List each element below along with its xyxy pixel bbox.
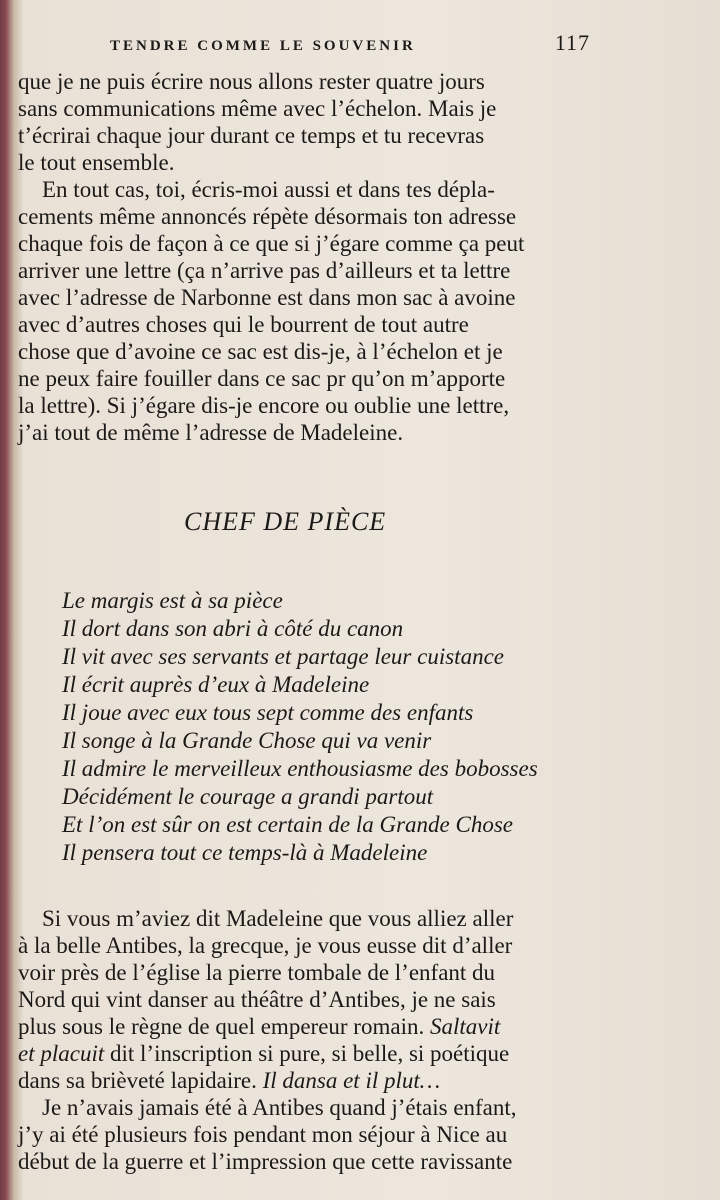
page-header [110,30,590,56]
letter-paragraph-1 [18,68,628,176]
text-line [18,1067,628,1094]
poem-title: CHEF DE PIÈCE [184,507,387,536]
text-run: plus sous le règne de quel empereur romain. [18,1014,425,1039]
text-line: j’ai tout de même l’adresse de Madeleine. [18,420,404,445]
text-line: ne peux faire fouiller dans ce sac pr qu’on m’apporte [18,366,506,391]
poem-line: Le margis est à sa pièce [62,588,283,613]
text-line: avec d’autres choses qui le bourrent de tout autre [18,312,469,337]
letter-paragraph-2 [18,176,628,446]
text-line [18,1040,628,1067]
poem-line: Et l’on est sûr on est certain de la Grande Chose [62,812,514,837]
poem-line: Il songe à la Grande Chose qui va venir [62,728,432,753]
text-line: sans communications même avec l’échelon. Mais je [18,96,497,121]
poem-line: Il joue avec eux tous sept comme des enfants [62,700,474,725]
text-line: voir près de l’église la pierre tombale de l’enfant du [18,960,496,985]
text-line: début de la guerre et l’impression que cette ravissante [18,1149,513,1174]
text-line: que je ne puis écrire nous allons rester quatre jours [18,69,485,94]
text-line: arriver une lettre (ça n’arrive pas d’ailleurs et ta lettre [18,258,511,283]
text-line: avec l’adresse de Narbonne est dans mon sac à avoine [18,285,516,310]
text-line: Je n’avais jamais été à Antibes quand j’étais enfant, [42,1095,517,1120]
prose-paragraph-3 [18,905,628,1094]
poem-line: Il admire le merveilleux enthousiasme des bobosses [62,756,538,781]
text-run: dans sa brièveté lapidaire. [18,1068,257,1093]
poem-line: Il dort dans son abri à côté du canon [62,616,404,641]
poem [62,587,628,867]
italic-latin-text: Saltavit [429,1014,501,1039]
page-text [18,68,628,1175]
text-line: chaque fois de façon à ce que si j’égare comme ça peut [18,231,525,256]
text-line: j’y ai été plusieurs fois pendant mon séjour à Nice au [18,1122,508,1147]
text-line: le tout ensemble. [18,150,175,175]
page-number: 117 [554,30,590,55]
italic-translation-text: Il dansa et il plut… [262,1068,441,1093]
prose-paragraph-4 [18,1094,628,1175]
text-line: la lettre). Si j’égare dis-je encore ou oublie une lettre, [18,393,510,418]
text-line: chose que d’avoine ce sac est dis-je, à l’échelon et je [18,339,503,364]
poem-line: Décidément le courage a grandi partout [62,784,434,809]
running-head: TENDRE COMME LE SOUVENIR [110,38,416,54]
text-line: t’écrirai chaque jour durant ce temps et tu recevras [18,123,485,148]
poem-line: Il vit avec ses servants et partage leur cuistance [62,644,504,669]
text-line: En tout cas, toi, écris-moi aussi et dans tes dépla- [42,177,495,202]
poem-line: Il pensera tout ce temps-là à Madeleine [62,840,428,865]
text-line [18,1013,628,1040]
text-run: dit l’inscription si pure, si belle, si poétique [109,1041,510,1066]
poem-line: Il écrit auprès d’eux à Madeleine [62,672,370,697]
text-line: cements même annoncés répète désormais ton adresse [18,204,517,229]
text-line: Si vous m’aviez dit Madeleine que vous alliez aller [42,906,514,931]
text-line: Nord qui vint danser au théâtre d’Antibes, je ne sais [18,987,496,1012]
italic-latin-text: et placuit [18,1041,105,1066]
text-line: à la belle Antibes, la grecque, je vous eusse dit d’aller [18,933,513,958]
